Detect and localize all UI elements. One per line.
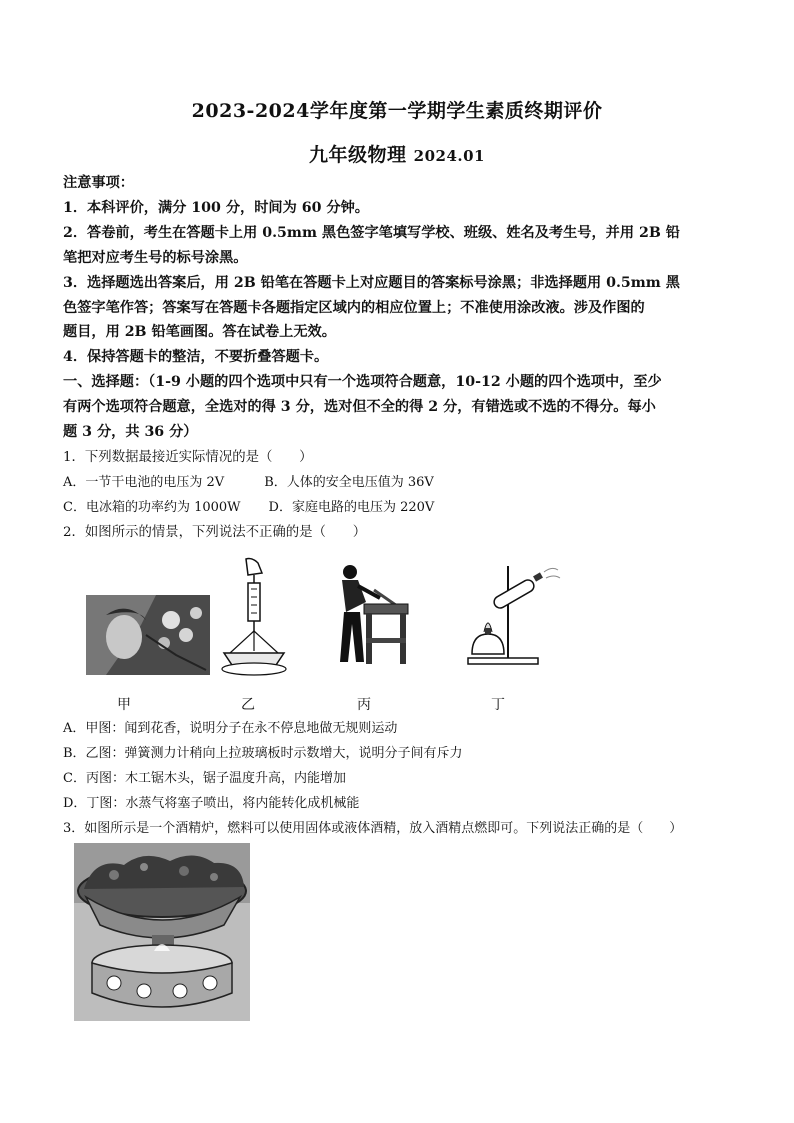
figure-label-jia: 甲: [117, 697, 131, 713]
note-line: 题目，用 2B 铅笔画图。答在试卷上无效。: [63, 324, 336, 340]
note-line: 4．保持答题卡的整洁，不要折叠答题卡。: [63, 349, 329, 365]
figure-jia-smelling-flowers: [86, 595, 210, 675]
figure-ding-steam-test-tube: [462, 562, 562, 672]
figure-alcohol-stove: [74, 843, 250, 1021]
figure-label-ding: 丁: [491, 697, 505, 713]
option-a: A．一节干电池的电压为 2V: [63, 475, 225, 490]
section-instruction: 有两个选项符合题意，全选对的得 3 分，选对但不全的得 2 分，有错选或不选的不得分。每小: [63, 399, 656, 415]
option-d: D．家庭电路的电压为 220V: [268, 500, 435, 515]
note-line: 3．选择题选出答案后，用 2B 铅笔在答题卡上对应题目的答案标号涂黑；非选择题用 0.5mm 黑: [63, 275, 680, 291]
question-2-option: A．甲图：闻到花香，说明分子在永不停息地做无规则运动: [63, 721, 398, 736]
question-1-options-row: [63, 498, 733, 518]
note-line: 2．答卷前，考生在答题卡上用 0.5mm 黑色签字笔填写学校、班级、姓名及考生号，并用 2B 铅: [63, 225, 680, 241]
option-c: C．电冰箱的功率约为 1000W: [63, 500, 241, 515]
question-3-stem: 3．如图所示是一个酒精炉，燃料可以使用固体或液体酒精，放入酒精点燃即可。下列说法正确的是（ ）: [63, 821, 683, 836]
note-line: 1．本科评价，满分 100 分，时间为 60 分钟。: [63, 200, 369, 216]
question-1-options-row: [63, 473, 733, 493]
section-instruction: 题 3 分，共 36 分）: [63, 424, 198, 440]
section-instruction: 一、选择题：（1-9 小题的四个选项中只有一个选项符合题意，10-12 小题的四个选项中，至少: [63, 374, 662, 390]
exam-subject: [0, 140, 794, 167]
note-line: 笔把对应考生号的标号涂黑。: [63, 250, 248, 266]
note-line: 色签字笔作答；答案写在答题卡各题指定区域内的相应位置上；不准使用涂改液。涉及作图的: [63, 300, 645, 316]
figure-bing-carpenter-sawing: [322, 562, 412, 670]
question-2-option: C．丙图：木工锯木头，锯子温度升高，内能增加: [63, 771, 346, 786]
figure-yi-spring-scale: [218, 557, 288, 679]
exam-date: 2024.01: [413, 147, 485, 165]
question-2-stem: 2．如图所示的情景，下列说法不正确的是（ ）: [63, 525, 367, 540]
question-1-stem: 1．下列数据最接近实际情况的是（ ）: [63, 450, 313, 465]
question-2-option: B．乙图：弹簧测力计稍向上拉玻璃板时示数增大，说明分子间有斥力: [63, 746, 463, 761]
figure-label-bing: 丙: [357, 697, 371, 713]
question-2-option: D．丁图：水蒸气将塞子喷出，将内能转化成机械能: [63, 796, 360, 811]
figure-label-yi: 乙: [241, 697, 255, 713]
notes-heading: 注意事项：: [63, 175, 134, 191]
subject-name: 九年级物理: [309, 144, 407, 166]
exam-title: 2023-2024学年度第一学期学生素质终期评价: [191, 100, 603, 122]
option-b: B．人体的安全电压值为 36V: [264, 475, 434, 490]
